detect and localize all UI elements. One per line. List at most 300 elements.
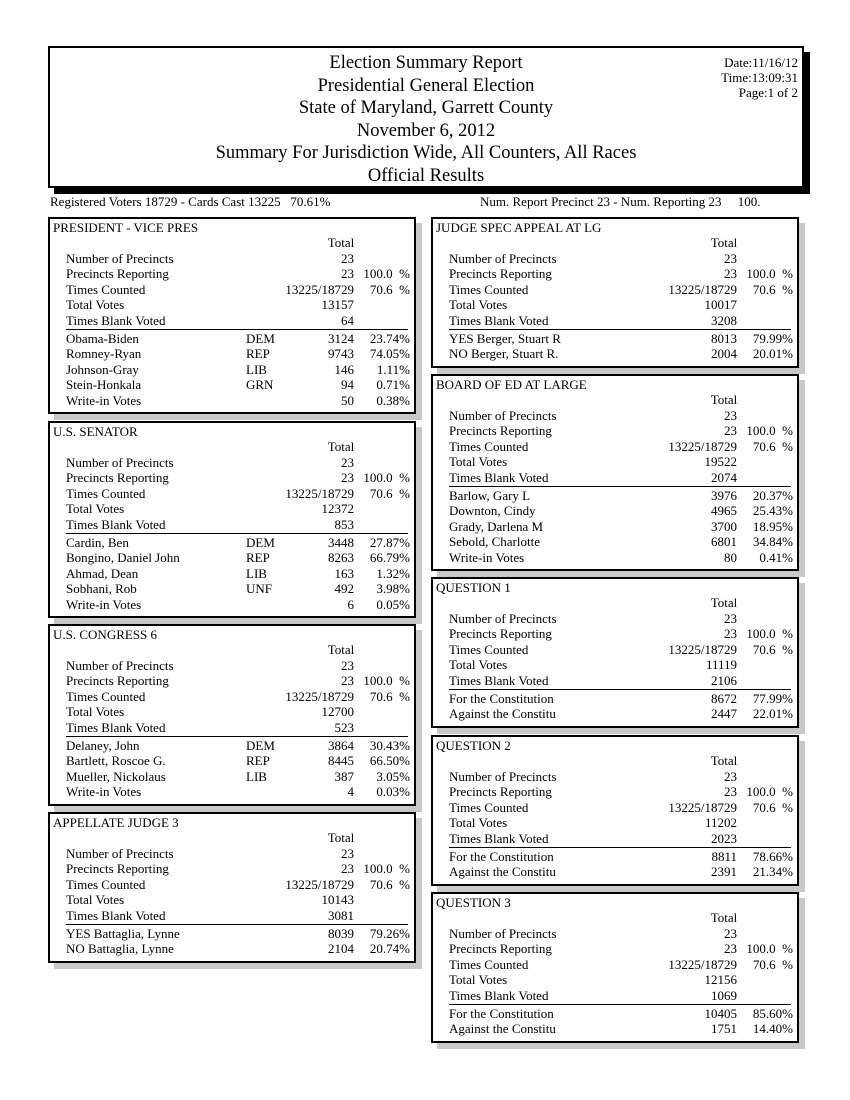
- stat-label: Times Blank Voted: [66, 907, 166, 923]
- stat-percent: 100.0 %: [746, 626, 793, 642]
- stat-row: [50, 846, 414, 861]
- stat-value: 1069: [711, 987, 737, 1003]
- stat-label: Total Votes: [449, 972, 508, 988]
- stat-row: [50, 251, 414, 266]
- candidate-votes: 3976: [711, 488, 737, 503]
- stat-row: [50, 908, 414, 923]
- candidate-name: YES Battaglia, Lynne: [66, 926, 180, 941]
- stat-value: 23: [724, 784, 737, 800]
- stat-value: 13225/18729: [285, 485, 354, 501]
- candidate-party: DEM: [246, 535, 275, 550]
- stat-label: Total Votes: [449, 297, 508, 313]
- candidate-votes: 8811: [711, 849, 737, 864]
- stat-value: 853: [334, 516, 354, 532]
- candidate-name: Mueller, Nickolaus: [66, 768, 166, 784]
- stat-value: 23: [341, 251, 354, 266]
- candidate-name: Write-in Votes: [449, 549, 525, 565]
- race-title: BOARD OF ED AT LARGE: [436, 377, 587, 392]
- total-column-header: Total: [327, 439, 355, 454]
- candidate-percent: 79.99%: [752, 331, 793, 346]
- candidate-row: [50, 941, 414, 956]
- stat-row: [433, 815, 797, 830]
- race-title: APPELLATE JUDGE 3: [53, 815, 179, 830]
- candidate-percent: 0.38%: [376, 392, 410, 408]
- stat-row: [50, 266, 414, 281]
- candidate-row: [433, 1006, 797, 1021]
- candidate-row: [50, 377, 414, 392]
- stat-percent: 100.0 %: [363, 673, 410, 689]
- candidate-votes: 2391: [711, 864, 737, 880]
- candidate-name: Stein-Honkala: [66, 377, 142, 393]
- stat-label: Precincts Reporting: [449, 423, 552, 439]
- stat-percent: 100.0 %: [746, 266, 793, 282]
- race-box-u-s-congress-6: [48, 624, 416, 806]
- candidate-votes: 80: [724, 549, 737, 565]
- candidate-percent: 66.79%: [369, 550, 410, 566]
- candidate-row: [50, 769, 414, 784]
- report-title: Election Summary Report: [329, 53, 523, 73]
- candidate-name: Delaney, John: [66, 738, 140, 753]
- report-date: Date:11/16/12: [724, 55, 798, 70]
- stat-label: Precincts Reporting: [66, 470, 169, 486]
- stat-label: Times Blank Voted: [66, 516, 166, 532]
- stat-row: [50, 877, 414, 892]
- stat-row: [50, 704, 414, 719]
- stat-row: [433, 769, 797, 784]
- total-column-header: Total: [327, 642, 355, 657]
- stat-row: [433, 941, 797, 956]
- stat-row: [50, 455, 414, 470]
- stat-row: [433, 266, 797, 281]
- stat-percent: 70.6 %: [752, 799, 793, 815]
- stat-percent: 70.6 %: [752, 956, 793, 972]
- candidate-party: UNF: [246, 581, 273, 597]
- divider: [66, 736, 408, 737]
- stat-label: Precincts Reporting: [449, 266, 552, 282]
- candidate-name: Against the Constitu: [449, 706, 556, 722]
- candidate-votes: 8039: [328, 926, 354, 941]
- candidate-percent: 1.11%: [376, 361, 410, 377]
- candidate-votes: 4965: [711, 503, 737, 519]
- stat-percent: 70.6 %: [752, 641, 793, 657]
- candidate-votes: 3124: [328, 331, 354, 346]
- stat-row: [50, 689, 414, 704]
- candidate-row: [50, 331, 414, 346]
- stat-value: 23: [724, 626, 737, 642]
- candidate-name: Ahmad, Dean: [66, 565, 139, 581]
- stat-value: 23: [724, 423, 737, 439]
- stat-label: Times Counted: [449, 281, 529, 297]
- stat-row: [433, 957, 797, 972]
- candidate-percent: 18.95%: [752, 518, 793, 534]
- candidate-votes: 4: [347, 784, 354, 800]
- stat-label: Total Votes: [66, 704, 125, 720]
- candidate-percent: 0.03%: [376, 784, 410, 800]
- stat-value: 23: [341, 658, 354, 673]
- candidate-row: [433, 550, 797, 565]
- stat-label: Times Counted: [66, 688, 146, 704]
- candidate-row: [433, 519, 797, 534]
- stat-label: Number of Precincts: [449, 251, 557, 266]
- jurisdiction: State of Maryland, Garrett County: [298, 98, 554, 119]
- candidate-name: Write-in Votes: [66, 596, 142, 612]
- candidate-votes: 3448: [328, 535, 354, 550]
- candidate-votes: 3864: [328, 738, 354, 753]
- candidate-name: Obama-Biden: [66, 331, 139, 346]
- candidate-percent: 1.32%: [376, 565, 410, 581]
- stat-label: Precincts Reporting: [449, 784, 552, 800]
- candidate-row: [433, 849, 797, 864]
- stat-value: 23: [724, 611, 737, 626]
- candidate-row: [433, 864, 797, 879]
- stat-value: 2023: [711, 830, 737, 846]
- stat-row: [50, 313, 414, 328]
- candidate-votes: 492: [334, 581, 354, 597]
- candidate-votes: 2104: [328, 941, 354, 957]
- candidate-row: [433, 706, 797, 721]
- divider: [66, 924, 408, 925]
- stat-label: Precincts Reporting: [449, 626, 552, 642]
- race-title: QUESTION 3: [436, 895, 511, 910]
- election-date: November 6, 2012: [356, 120, 496, 141]
- stat-value: 3081: [328, 907, 354, 923]
- report-scope: Summary For Jurisdiction Wide, All Counters, All Races: [215, 143, 637, 164]
- stat-row: [433, 626, 797, 641]
- stat-value: 2074: [711, 469, 737, 485]
- stat-row: [433, 282, 797, 297]
- stat-value: 12700: [321, 704, 354, 720]
- stat-value: 23: [341, 455, 354, 470]
- stat-label: Precincts Reporting: [66, 266, 169, 282]
- candidate-row: [50, 535, 414, 550]
- candidate-row: [50, 926, 414, 941]
- stat-row: [433, 251, 797, 266]
- candidate-row: [50, 753, 414, 768]
- stat-row: [433, 439, 797, 454]
- candidate-percent: 0.71%: [376, 377, 410, 393]
- stat-label: Times Blank Voted: [449, 830, 549, 846]
- candidate-name: Grady, Darlena M: [449, 518, 544, 534]
- stat-label: Times Counted: [449, 438, 529, 454]
- stat-value: 13225/18729: [285, 688, 354, 704]
- stat-label: Total Votes: [449, 815, 508, 831]
- candidate-votes: 8263: [328, 550, 354, 566]
- candidate-votes: 9743: [328, 346, 354, 362]
- stat-row: [433, 831, 797, 846]
- stat-label: Number of Precincts: [66, 658, 174, 673]
- divider: [66, 329, 408, 330]
- stat-label: Number of Precincts: [449, 611, 557, 626]
- stat-label: Times Counted: [66, 281, 146, 297]
- candidate-votes: 6: [347, 596, 354, 612]
- candidate-row: [50, 597, 414, 612]
- stat-percent: 70.6 %: [369, 485, 410, 501]
- stat-row: [433, 297, 797, 312]
- race-box-judge-spec-appeal-at-lg: [431, 217, 799, 368]
- stat-value: 23: [724, 941, 737, 957]
- race-box-president-vice-pres: [48, 217, 416, 414]
- candidate-percent: 34.84%: [752, 534, 793, 550]
- candidate-percent: 3.05%: [376, 768, 410, 784]
- total-column-header: Total: [327, 235, 355, 250]
- stat-value: 13225/18729: [285, 281, 354, 297]
- candidate-percent: 23.74%: [369, 331, 410, 346]
- stat-value: 13225/18729: [285, 876, 354, 892]
- candidate-row: [50, 581, 414, 596]
- stat-row: [433, 972, 797, 987]
- candidate-votes: 8445: [328, 753, 354, 769]
- candidate-name: YES Berger, Stuart R: [449, 331, 561, 346]
- candidate-party: LIB: [246, 768, 267, 784]
- candidate-votes: 10405: [704, 1006, 737, 1021]
- candidate-percent: 20.01%: [752, 346, 793, 362]
- divider: [449, 486, 791, 487]
- stat-row: [433, 454, 797, 469]
- candidate-name: NO Battaglia, Lynne: [66, 941, 174, 957]
- stat-row: [50, 892, 414, 907]
- candidate-name: Barlow, Gary L: [449, 488, 531, 503]
- precinct-reporting-summary: Num. Report Precinct 23 - Num. Reporting 23 100.: [480, 194, 761, 209]
- race-title: QUESTION 2: [436, 738, 511, 753]
- candidate-votes: 3700: [711, 518, 737, 534]
- candidate-percent: 74.05%: [369, 346, 410, 362]
- candidate-name: Sebold, Charlotte: [449, 534, 540, 550]
- candidate-votes: 387: [334, 768, 354, 784]
- stat-row: [50, 658, 414, 673]
- stat-percent: 100.0 %: [746, 784, 793, 800]
- candidate-name: Sobhani, Rob: [66, 581, 137, 597]
- stat-label: Times Blank Voted: [449, 987, 549, 1003]
- stat-row: [433, 988, 797, 1003]
- stat-value: 23: [341, 673, 354, 689]
- stat-label: Times Counted: [66, 485, 146, 501]
- stat-value: 523: [334, 719, 354, 735]
- stat-value: 19522: [704, 454, 737, 470]
- candidate-percent: 66.50%: [369, 753, 410, 769]
- stat-row: [50, 501, 414, 516]
- stat-row: [50, 470, 414, 485]
- stat-label: Times Counted: [449, 641, 529, 657]
- stat-label: Total Votes: [66, 892, 125, 908]
- candidate-name: Against the Constitu: [449, 864, 556, 880]
- stat-value: 13157: [321, 297, 354, 313]
- stat-label: Number of Precincts: [449, 926, 557, 941]
- candidate-party: REP: [246, 753, 270, 769]
- stat-value: 13225/18729: [668, 956, 737, 972]
- candidate-percent: 3.98%: [376, 581, 410, 597]
- candidate-row: [433, 1021, 797, 1036]
- stat-percent: 100.0 %: [363, 470, 410, 486]
- race-box-board-of-ed-at-large: [431, 374, 799, 571]
- registered-voters-summary: Registered Voters 18729 - Cards Cast 13225 70.61%: [50, 194, 331, 209]
- stat-row: [50, 861, 414, 876]
- total-column-header: Total: [710, 595, 738, 610]
- candidate-votes: 2447: [711, 706, 737, 722]
- stat-row: [433, 673, 797, 688]
- stat-label: Total Votes: [449, 657, 508, 673]
- stat-label: Number of Precincts: [66, 846, 174, 861]
- candidate-percent: 77.99%: [752, 691, 793, 706]
- total-column-header: Total: [710, 392, 738, 407]
- candidate-row: [433, 691, 797, 706]
- stat-row: [433, 611, 797, 626]
- candidate-name: For the Constitution: [449, 691, 554, 706]
- candidate-row: [433, 534, 797, 549]
- stat-label: Times Blank Voted: [449, 672, 549, 688]
- stat-value: 12156: [704, 972, 737, 988]
- stat-row: [433, 926, 797, 941]
- stat-value: 11119: [705, 657, 737, 673]
- divider: [66, 533, 408, 534]
- stat-label: Times Blank Voted: [66, 719, 166, 735]
- stat-value: 23: [341, 861, 354, 877]
- race-box-question-2: [431, 735, 799, 886]
- candidate-percent: 20.74%: [369, 941, 410, 957]
- stat-value: 13225/18729: [668, 438, 737, 454]
- candidate-name: Bongino, Daniel John: [66, 550, 180, 566]
- candidate-party: REP: [246, 550, 270, 566]
- stat-label: Times Blank Voted: [449, 312, 549, 328]
- stat-label: Times Counted: [449, 956, 529, 972]
- stat-label: Number of Precincts: [449, 769, 557, 784]
- stat-row: [433, 423, 797, 438]
- stat-row: [433, 313, 797, 328]
- candidate-name: Bartlett, Roscoe G.: [66, 753, 166, 769]
- stat-percent: 70.6 %: [752, 438, 793, 454]
- report-time: Time:13:09:31: [721, 70, 798, 85]
- candidate-row: [433, 488, 797, 503]
- candidate-party: GRN: [246, 377, 274, 393]
- candidate-name: Write-in Votes: [66, 392, 142, 408]
- candidate-row: [50, 346, 414, 361]
- candidate-name: For the Constitution: [449, 849, 554, 864]
- race-title: U.S. SENATOR: [53, 424, 138, 439]
- stat-value: 2106: [711, 672, 737, 688]
- stat-label: Times Counted: [449, 799, 529, 815]
- stat-label: Precincts Reporting: [66, 673, 169, 689]
- stat-label: Total Votes: [66, 501, 125, 517]
- candidate-name: Johnson-Gray: [66, 361, 139, 377]
- candidate-row: [50, 362, 414, 377]
- race-title: QUESTION 1: [436, 580, 511, 595]
- stat-value: 23: [341, 846, 354, 861]
- stat-row: [50, 673, 414, 688]
- candidate-votes: 1751: [711, 1021, 737, 1037]
- stat-value: 23: [341, 266, 354, 282]
- race-title: PRESIDENT - VICE PRES: [53, 220, 199, 235]
- candidate-votes: 2004: [711, 346, 737, 362]
- candidate-row: [50, 550, 414, 565]
- stat-row: [50, 282, 414, 297]
- report-meta: [721, 55, 798, 100]
- stat-percent: 70.6 %: [369, 281, 410, 297]
- candidate-percent: 14.40%: [752, 1021, 793, 1037]
- stat-value: 10017: [704, 297, 737, 313]
- candidate-percent: 22.01%: [752, 706, 793, 722]
- stat-percent: 70.6 %: [752, 281, 793, 297]
- stat-value: 23: [724, 926, 737, 941]
- divider: [449, 1004, 791, 1005]
- stat-label: Times Blank Voted: [66, 312, 166, 328]
- divider: [449, 689, 791, 690]
- candidate-row: [50, 784, 414, 799]
- stat-value: 64: [341, 312, 354, 328]
- divider: [449, 847, 791, 848]
- total-column-header: Total: [327, 830, 355, 845]
- stat-row: [433, 408, 797, 423]
- candidate-votes: 8013: [711, 331, 737, 346]
- candidate-name: For the Constitution: [449, 1006, 554, 1021]
- stat-value: 13225/18729: [668, 799, 737, 815]
- candidate-party: DEM: [246, 738, 275, 753]
- candidate-name: NO Berger, Stuart R.: [449, 346, 559, 362]
- candidate-votes: 94: [341, 377, 354, 393]
- candidate-name: Cardin, Ben: [66, 535, 129, 550]
- stat-row: [433, 657, 797, 672]
- candidate-party: LIB: [246, 361, 267, 377]
- candidate-percent: 0.41%: [759, 549, 793, 565]
- candidate-votes: 50: [341, 392, 354, 408]
- stat-label: Times Counted: [66, 876, 146, 892]
- stat-percent: 100.0 %: [363, 861, 410, 877]
- candidate-votes: 146: [334, 361, 354, 377]
- stat-label: Total Votes: [449, 454, 508, 470]
- stat-label: Number of Precincts: [66, 251, 174, 266]
- total-column-header: Total: [710, 910, 738, 925]
- race-title: JUDGE SPEC APPEAL AT LG: [436, 220, 602, 235]
- results-status: Official Results: [367, 165, 485, 186]
- stat-value: 12372: [321, 501, 354, 517]
- candidate-party: DEM: [246, 331, 275, 346]
- total-column-header: Total: [710, 753, 738, 768]
- divider: [449, 329, 791, 330]
- candidate-row: [433, 346, 797, 361]
- stat-percent: 70.6 %: [369, 876, 410, 892]
- stat-percent: 100.0 %: [363, 266, 410, 282]
- stat-row: [433, 800, 797, 815]
- candidate-name: Romney-Ryan: [66, 346, 142, 362]
- candidate-percent: 0.05%: [376, 596, 410, 612]
- candidate-percent: 78.66%: [752, 849, 793, 864]
- candidate-party: REP: [246, 346, 270, 362]
- report-header: [48, 46, 804, 188]
- stat-label: Precincts Reporting: [449, 941, 552, 957]
- stat-label: Number of Precincts: [449, 408, 557, 423]
- race-box-appellate-judge-3: [48, 812, 416, 963]
- candidate-row: [50, 738, 414, 753]
- stat-row: [50, 720, 414, 735]
- candidate-votes: 6801: [711, 534, 737, 550]
- total-column-header: Total: [710, 235, 738, 250]
- stat-label: Number of Precincts: [66, 455, 174, 470]
- candidate-percent: 85.60%: [752, 1006, 793, 1021]
- stat-label: Total Votes: [66, 297, 125, 313]
- page-number: Page:1 of 2: [738, 85, 798, 100]
- stat-row: [50, 486, 414, 501]
- candidate-votes: 8672: [711, 691, 737, 706]
- report-title-block: [50, 52, 802, 188]
- stat-value: 3208: [711, 312, 737, 328]
- stat-row: [50, 517, 414, 532]
- race-box-question-3: [431, 892, 799, 1043]
- candidate-percent: 30.43%: [369, 738, 410, 753]
- candidate-row: [50, 393, 414, 408]
- stat-percent: 70.6 %: [369, 688, 410, 704]
- candidate-row: [433, 503, 797, 518]
- candidate-percent: 21.34%: [752, 864, 793, 880]
- stat-value: 10143: [321, 892, 354, 908]
- stat-label: Precincts Reporting: [66, 861, 169, 877]
